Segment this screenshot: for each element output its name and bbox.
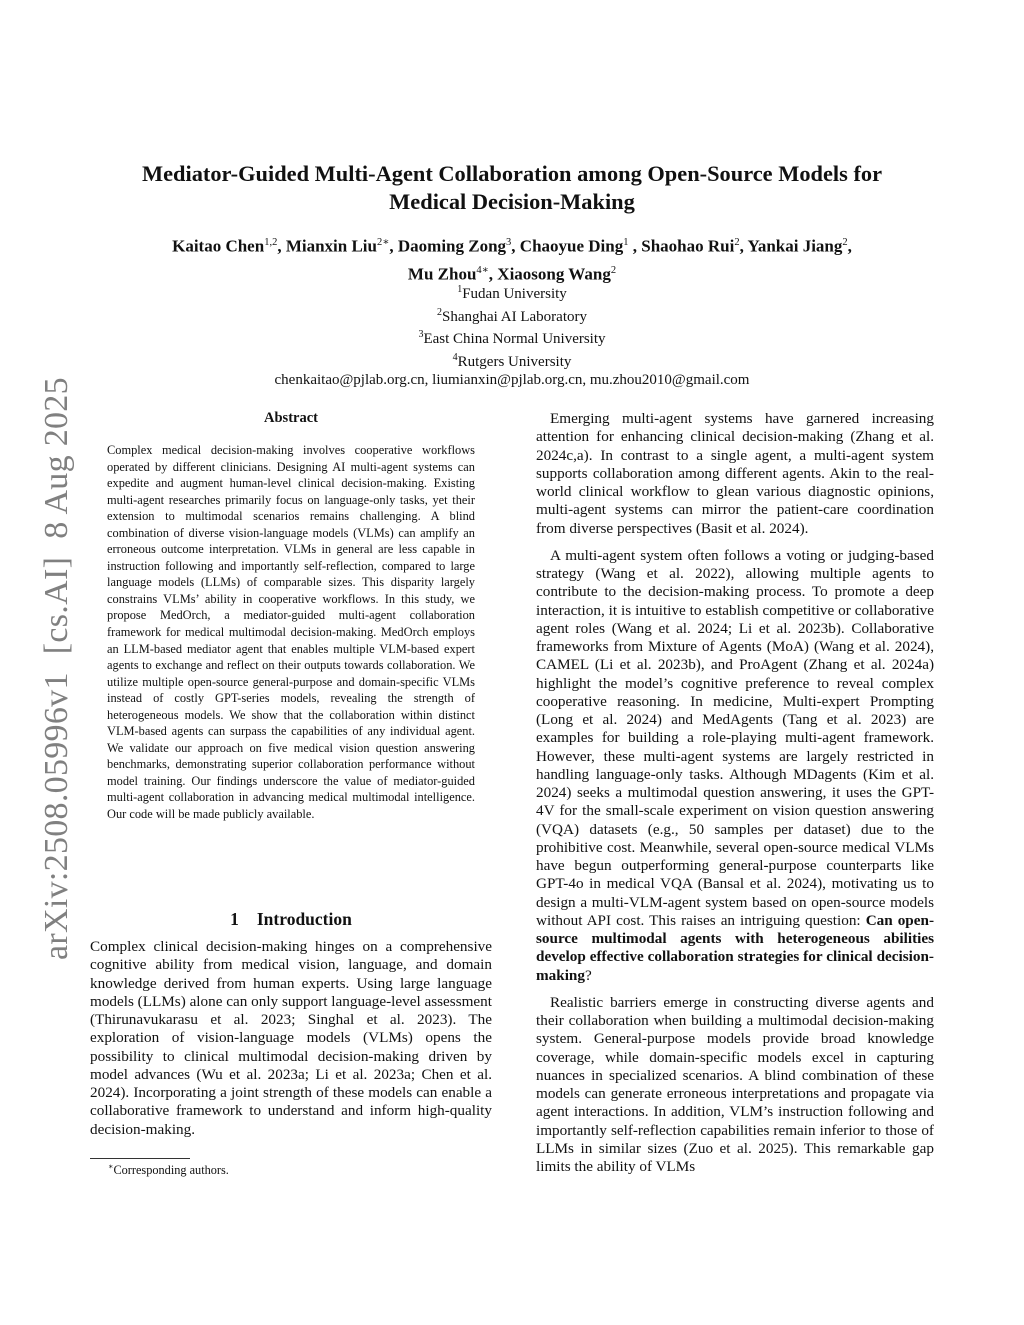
author-name: Daoming Zong <box>397 236 507 256</box>
footnote <box>108 1162 488 1178</box>
author-name: Mu Zhou <box>407 264 477 284</box>
abstract-body: Complex medical decision-making involves cooperative workflows operated by different clinicians. Designing AI multi-agent systems can expedite and augment human-level clinical decision-making. Existing multi-agent researches primarily focus on language-only tasks, yet their extension to multimodal scenarios remains challenging. A blind combination of diverse vision-language models (VLMs) can amplify an erroneous outcome interpretation. VLMs in general are less capable in instruction following and importantly self-reflection, compared to large language models (LLMs) of comparable sizes. This disparity largely constrains VLMs’ ability in cooperative workflows. In this study, we propose MedOrch, a mediator-guided multi-agent collaboration framework for medical multimodal decision-making. MedOrch employs an LLM-based mediator agent that enables multiple VLM-based expert agents to exchange and reflect on their outputs towards collaboration. We utilize multiple open-source general-purpose and domain-specific VLMs instead of costly GPT-series models, revealing the strength of heterogeneous models. We show that the collaboration within distinct VLM-based agents can surpass the capabilities of any individual agent. We validate our approach on five medical vision question answering benchmarks, demonstrating superior collaboration performance without model training. Our findings underscore the value of mediator-guided multi-agent collaboration in advancing medical multimodal intelligence. Our code will be made publicly available. <box>107 443 475 822</box>
research-question: Can open-source multimodal agents with heterogeneous abilities develop effective collaboration strategies for clinical decision-making <box>536 911 934 984</box>
section-heading-introduction <box>90 909 492 930</box>
affiliation: $^4$Rutgers University <box>452 351 572 370</box>
author-name: Yankai Jiang <box>747 236 843 256</box>
footnote-mark: ∗ <box>108 1162 114 1171</box>
arxiv-id: arXiv:2508.05996v1 <box>38 672 75 960</box>
right-column <box>536 410 934 1185</box>
section-title: Introduction <box>256 909 352 929</box>
paper-title <box>90 160 934 216</box>
affiliation-list <box>90 281 934 390</box>
author-line-1: Kaitao Chen$^{1,2}$, Mianxin Liu$^{2∗}$, Daoming Zong$^3$, Chaoyue Ding$^1$ , Shaohao Rui$^2$, Yankai Jiang$^2$, <box>172 236 852 256</box>
affiliation: $^2$Shanghai AI Laboratory <box>437 306 587 325</box>
title-line-2: Medical Decision-Making <box>389 189 635 214</box>
author-affiliation-mark: 1 <box>623 237 629 248</box>
body-paragraph: Realistic barriers emerge in constructing diverse agents and their collaboration when building a multimodal decision-making system. General-purpose models provide broad knowledge coverage, while domain-specific models excel in capturing nuances in specialized scenarios. A blind combination of these models can generate erroneous interpretations and propagate via agent interactions. In addition, VLM’s instruction following and importantly self-reflection capabilities remain inferior to those of LLMs in similar sizes (Zuo et al. 2025). This remarkable gap limits the ability of VLMs <box>536 993 934 1175</box>
author-name: Kaitao Chen <box>172 236 265 256</box>
author-affiliation-mark: 2∗ <box>376 237 390 248</box>
footnote-rule <box>90 1158 190 1159</box>
section-number: 1 <box>230 909 239 929</box>
title-line-1: Mediator-Guided Multi-Agent Collaboration among Open-Source Models for <box>141 161 883 186</box>
author-affiliation-mark: 2 <box>842 237 848 248</box>
author-affiliation-mark: 2 <box>610 264 617 276</box>
author-affiliation-mark: 1,2 <box>264 237 278 248</box>
affiliation: $^3$East China Normal University <box>418 329 606 348</box>
affiliation: $^1$Fudan University <box>457 284 567 302</box>
author-name: Xiaosong Wang <box>497 264 611 284</box>
author-line-2: Mu Zhou$^{4∗}$, Xiaosong Wang$^2$ <box>407 264 617 284</box>
arxiv-side-stamp <box>38 360 76 960</box>
author-list <box>90 231 934 286</box>
author-affiliation-mark: 2 <box>734 237 740 248</box>
abstract-heading: Abstract <box>264 410 318 426</box>
arxiv-date: 8 Aug 2025 <box>38 377 75 539</box>
author-name: Mianxin Liu <box>285 236 377 256</box>
footnote-text: Corresponding authors. <box>113 1163 229 1178</box>
author-name: Shaohao Rui <box>641 236 735 256</box>
arxiv-category: [cs.AI] <box>38 556 75 655</box>
author-affiliation-mark: 3 <box>506 237 512 248</box>
body-paragraph: A multi-agent system often follows a voting or judging-based strategy (Wang et al. 2022), allowing multiple agents to contribute to the decision-making process. To promote a deep interaction, it is intuitive to establish competitive or collaborative agent roles (Wang et al. 2024; Li et al. 2023b). Collaborative frameworks from Mixture of Agents (MoA) (Wang et al. 2024), CAMEL (Li et al. 2023b), and ProAgent (Zhang et al. 2024a) highlight the model’s cognitive preference to reveal complex cooperative reasoning. In medicine, Multi-expert Prompting (Long et al. 2024) and MedAgents (Tang et al. 2023) are examples for building a role-playing multi-agent framework. However, these multi-agent systems are largely restricted in handling language-only tasks. Although MDagents (Kim et al. 2024) seeks a multimodal question answering, it uses the GPT-4V for the small-scale experiment on vision question answering (VQA) datasets (e.g., 50 samples per dataset) due to the prohibitive cost. Meanwhile, several open-source medical VLMs have begun outperforming general-purpose counterparts like GPT-4o in medical VQA (Bansal et al. 2024), motivating us to design a multi-VLM-agent system based on open-source models without API cost. This raises an intriguing question: Can open-source multimodal agents with heterogeneous abilities develop effective collaboration strategies for clinical decision-making? <box>536 546 934 984</box>
intro-paragraph-left: Complex clinical decision-making hinges on a comprehensive cognitive ability from medical vision, language, and domain knowledge derived from human experts. Using large language models (LLMs) alone can only support language-level assessment (Thirunavukarasu et al. 2023; Singhal et al. 2023). The exploration of vision-language models (VLMs) opens the possibility to clinical multimodal decision-making driven by model advances (Wu et al. 2023a; Li et al. 2023a; Chen et al. 2024). Incorporating a joint strength of these models can enable a collaborative framework to understand and inform high-quality decision-making. <box>90 938 492 1138</box>
author-name: Chaoyue Ding <box>519 236 624 256</box>
author-emails: chenkaitao@pjlab.org.cn, liumianxin@pjlab.org.cn, mu.zhou2010@gmail.com <box>274 372 750 389</box>
body-paragraph: Emerging multi-agent systems have garnered increasing attention for enhancing clinical decision-making (Zhang et al. 2024c,a). In contrast to a single agent, a multi-agent system supports collaboration among different agents. Akin to the real-world clinical workflow to glean various diagnostic opinions, multi-agent systems can mirror the patient-care coordination from diverse perspectives (Basit et al. 2024). <box>536 410 934 537</box>
author-affiliation-mark: 4∗ <box>476 264 489 276</box>
